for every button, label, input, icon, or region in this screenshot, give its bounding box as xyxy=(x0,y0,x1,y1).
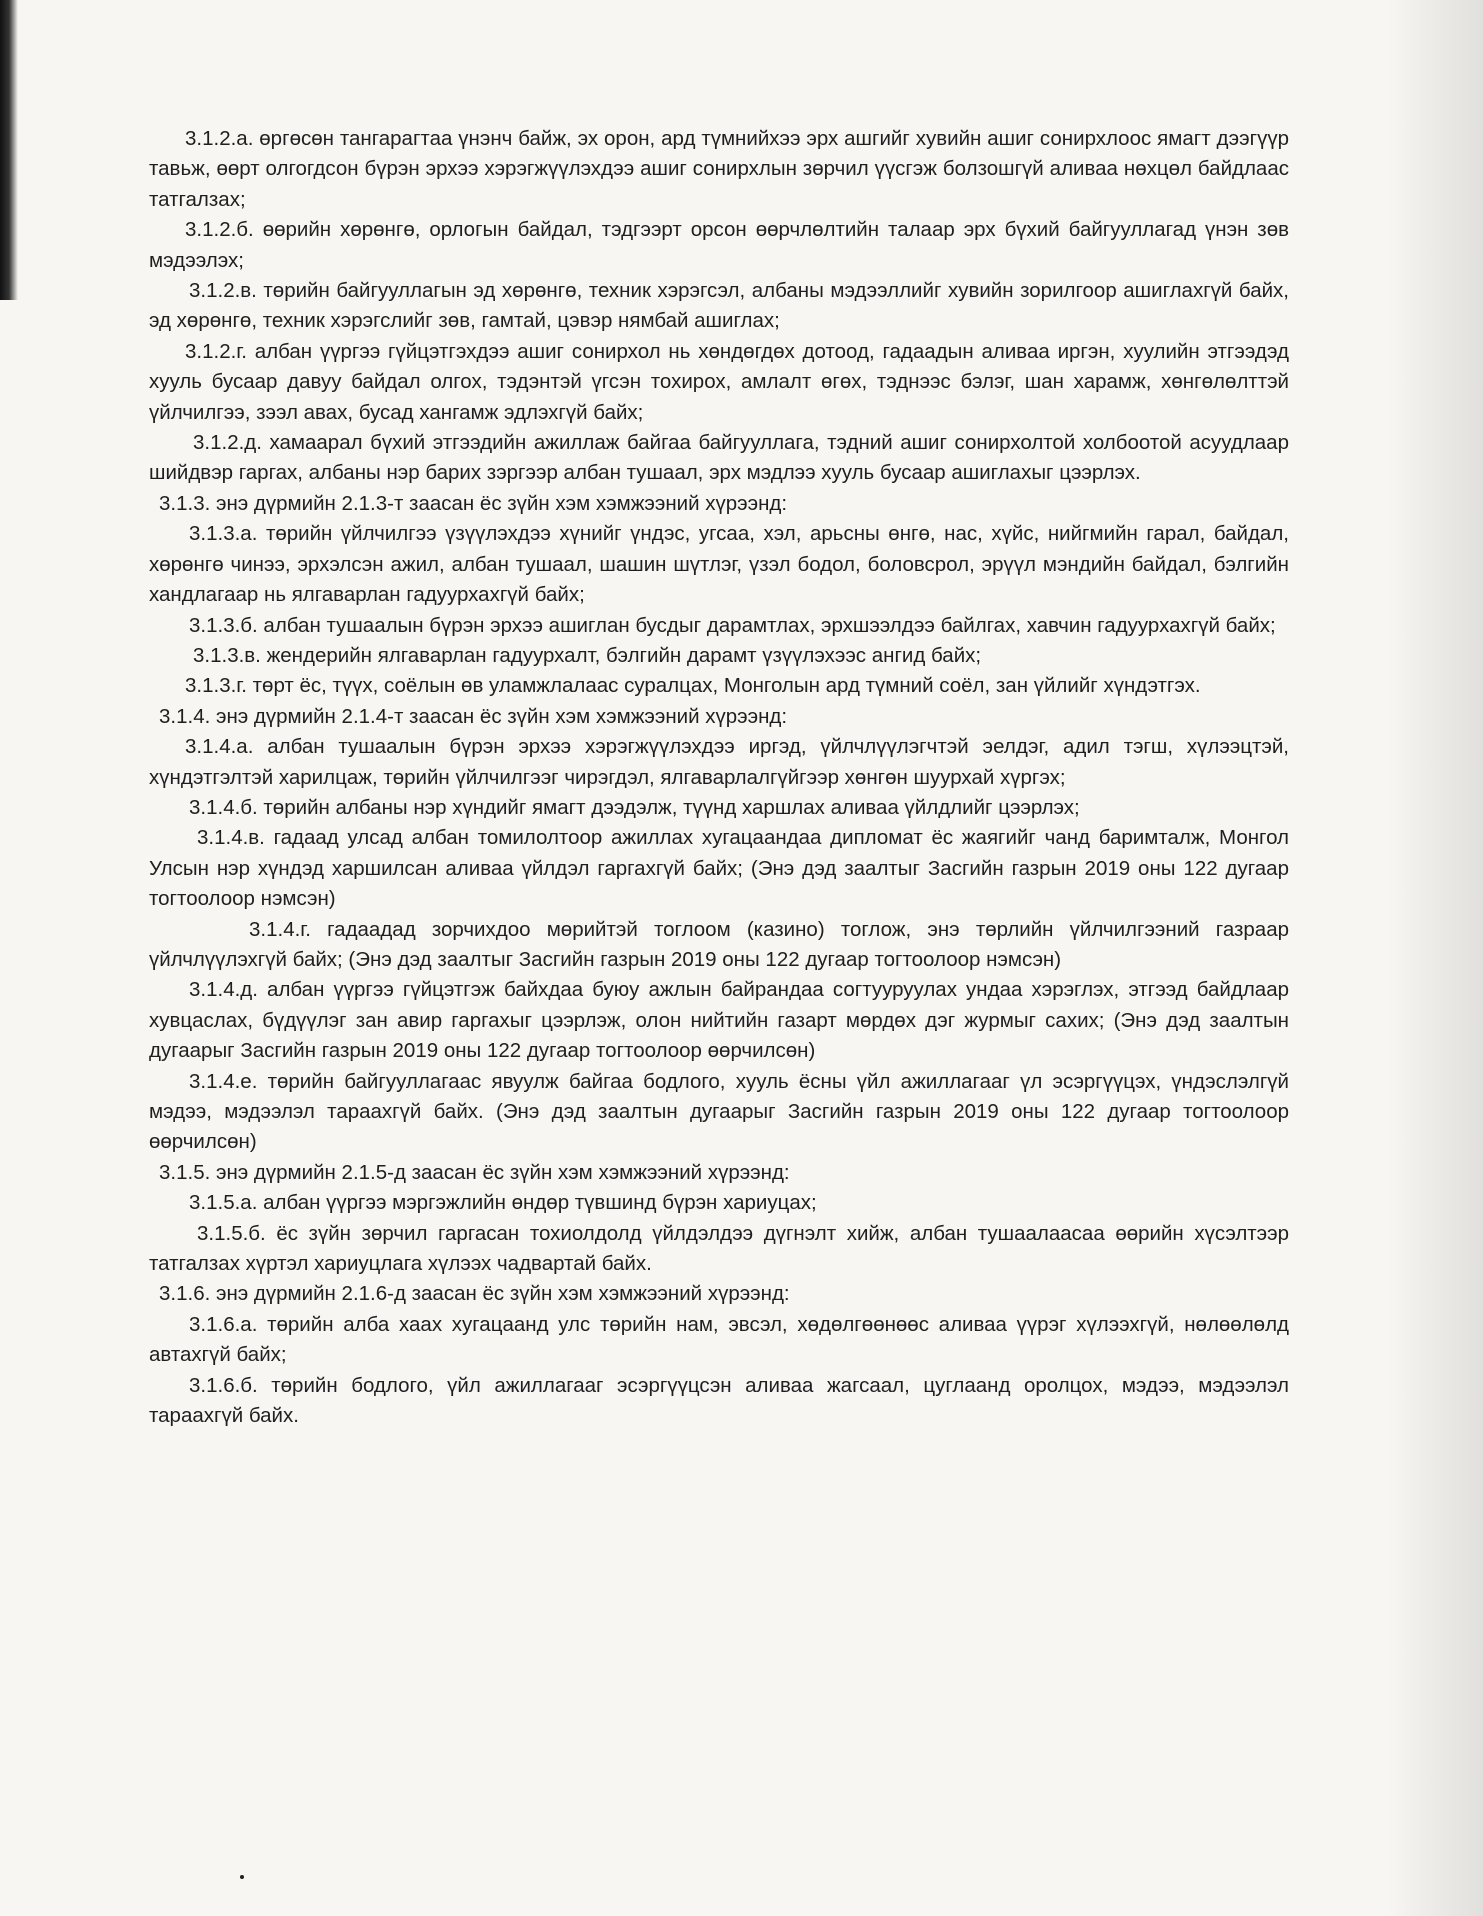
scan-edge-shadow-right xyxy=(1388,0,1483,1916)
clause-3-1-2-d: 3.1.2.д. хамаарал бүхий этгээдийн ажиллаж байгаа байгууллага, тэдний ашиг сонирхолтой холбоотой асуудлаар шийдвэр гаргах, албаны нэр барих зэргээр албан тушаал, эрх мэдлээ хууль бусаар ашиглахыг цээрлэх. xyxy=(149,431,1289,485)
clause-3-1-6-a: 3.1.6.а. төрийн алба хаах хугацаанд улс төрийн нам, эвсэл, хөдөлгөөнөөс аливаа үүрэг хүлээхгүй, нөлөөлөлд автахгүй байх; xyxy=(149,1312,1289,1367)
clause-3-1-3-b: 3.1.3.б. албан тушаалын бүрэн эрхээ ашиглан бусдыг дарамтлах, эрхшээлдээ байлгах, хавчин гадуурхахгүй байх; xyxy=(189,613,1276,637)
clause-3-1-2-g: 3.1.2.г. албан үүргээ гүйцэтгэхдээ ашиг сонирхол нь хөндөгдөх дотоод, гадаадын аливаа иргэн, хуулийн этгээдэд хууль бусаар давуу байдал олгох, тэдэнтэй үгсэн тохирох, амлалт өгөх, тэднээс бэлэг, шан харамж, хөнгөлөлттэй үйлчилгээ, зээл авах, бусад хангамж эдлэхгүй байх; xyxy=(149,339,1289,424)
clause-3-1-3-g: 3.1.3.г. төрт ёс, түүх, соёлын өв уламжлалаас суралцах, Монголын ард түмний соёл, зан үйлийг хүндэтгэх. xyxy=(185,674,1201,698)
clause-3-1-5: 3.1.5. энэ дүрмийн 2.1.5-д заасан ёс зүйн хэм хэмжээний хүрээнд: xyxy=(159,1160,790,1184)
clause-3-1-2-b: 3.1.2.б. өөрийн хөрөнгө, орлогын байдал, тэдгээрт орсон өөрчлөлтийн талаар эрх бүхий байгууллагад үнэн зөв мэдээлэх; xyxy=(149,218,1289,272)
clause-3-1-4-e: 3.1.4.е. төрийн байгууллагаас явуулж байгаа бодлого, хууль ёсны үйл ажиллагааг үл эсэргүүцэх, үндэслэлгүй мэдээ, мэдээлэл тараахгүй байх. (Энэ дэд заалтын дугаарыг Засгийн газрын 2019 оны 122 дугаар тогтоолоор өөрчилсөн) xyxy=(149,1069,1289,1154)
clause-3-1-5-b: 3.1.5.б. ёс зүйн зөрчил гаргасан тохиолдолд үйлдэлдээ дүгнэлт хийж, албан тушаалаасаа өөрийн хүсэлтээр татгалзах хүртэл хариуцлага хүлээх чадвартай байх. xyxy=(149,1221,1289,1276)
clause-3-1-6: 3.1.6. энэ дүрмийн 2.1.6-д заасан ёс зүйн хэм хэмжээний хүрээнд: xyxy=(159,1282,790,1306)
clause-3-1-3-a: 3.1.3.а. төрийн үйлчилгээ үзүүлэхдээ хүнийг үндэс, угсаа, хэл, арьсны өнгө, нас, хүйс, нийгмийн гарал, байдал, хөрөнгө чинээ, эрхэлсэн ажил, албан тушаал, шашин шүтлэг, үзэл бодол, боловсрол, эрүүл мэндийн байдал, бэлгийн хандлагаар нь ялгаварлан гадуурхахгүй байх; xyxy=(149,522,1289,607)
clause-3-1-5-a: 3.1.5.а. албан үүргээ мэргэжлийн өндөр түвшинд бүрэн хариуцах; xyxy=(189,1191,817,1215)
clause-3-1-3: 3.1.3. энэ дүрмийн 2.1.3-т заасан ёс зүйн хэм хэмжээний хүрээнд: xyxy=(159,491,788,515)
clause-3-1-2-v: 3.1.2.в. төрийн байгууллагын эд хөрөнгө, техник хэрэгсэл, албаны мэдээллийг хувийн зорилгоор ашиглахгүй байх, эд хөрөнгө, техник хэрэгслийг зөв, гамтай, цэвэр нямбай ашиглах; xyxy=(149,279,1289,333)
clause-3-1-4-v: 3.1.4.в. гадаад улсад албан томилолтоор ажиллах хугацаандаа дипломат ёс жаягийг чанд баримталж, Монгол Улсын нэр хүндэд харшилсан аливаа үйлдэл гаргахгүй байх; (Энэ дэд заалтыг Засгийн газрын 2019 оны 122 дугаар тогтоолоор нэмсэн) xyxy=(149,826,1289,911)
clause-3-1-4: 3.1.4. энэ дүрмийн 2.1.4-т заасан ёс зүйн хэм хэмжээний хүрээнд: xyxy=(159,704,788,728)
scan-speck xyxy=(240,1875,244,1879)
clause-3-1-4-a: 3.1.4.а. албан тушаалын бүрэн эрхээ хэрэгжүүлэхдээ иргэд, үйлчлүүлэгчтэй эелдэг, адил тэгш, хүлээцтэй, хүндэтгэлтэй харилцаж, төрийн үйлчилгээг чирэгдэл, ялгаварлалгүйгээр хөнгөн шуурхай хүргэх; xyxy=(149,735,1289,789)
scan-edge-shadow-left xyxy=(0,0,18,300)
clause-3-1-2-a: 3.1.2.а. өргөсөн тангарагтаа үнэнч байж, эх орон, ард түмнийхээ эрх ашгийг хувийн ашиг сонирхлоос ямагт дээгүүр тавьж, өөрт олгогдсон бүрэн эрхээ хэрэгжүүлэхдээ ашиг сонирхлын зөрчил үүсгэж болзошгүй аливаа нөхцөл байдлаас татгалзах; xyxy=(149,127,1289,211)
document-body xyxy=(149,124,1289,1431)
clause-3-1-4-d: 3.1.4.д. албан үүргээ гүйцэтгэж байхдаа буюу ажлын байрандаа согтууруулах ундаа хэрэглэх, этгээд байдлаар хувцаслах, бүдүүлэг зан авир гаргахыг цээрлэж, олон нийтийн газарт мөрдөх дэг журмыг сахих; (Энэ дэд заалтын дугаарыг Засгийн газрын 2019 оны 122 дугаар тогтоолоор өөрчилсөн) xyxy=(149,978,1289,1063)
clause-3-1-6-b: 3.1.6.б. төрийн бодлого, үйл ажиллагааг эсэргүүцсэн аливаа жагсаал, цуглаанд оролцох, мэдээ, мэдээлэл тараахгүй байх. xyxy=(149,1373,1289,1428)
clause-3-1-4-b: 3.1.4.б. төрийн албаны нэр хүндийг ямагт дээдэлж, түүнд харшлах аливаа үйлдлийг цээрлэх; xyxy=(189,795,1080,819)
clause-3-1-4-g: 3.1.4.г. гадаадад зорчихдоо мөрийтэй тоглоом (казино) тоглож, энэ төрлийн үйлчилгээний газраар үйлчлүүлэхгүй байх; (Энэ дэд заалтыг Засгийн газрын 2019 оны 122 дугаар тогтоолоор нэмсэн) xyxy=(149,917,1289,971)
clause-3-1-3-v: 3.1.3.в. жендерийн ялгаварлан гадуурхалт, бэлгийн дарамт үзүүлэхээс ангид байх; xyxy=(193,643,982,667)
